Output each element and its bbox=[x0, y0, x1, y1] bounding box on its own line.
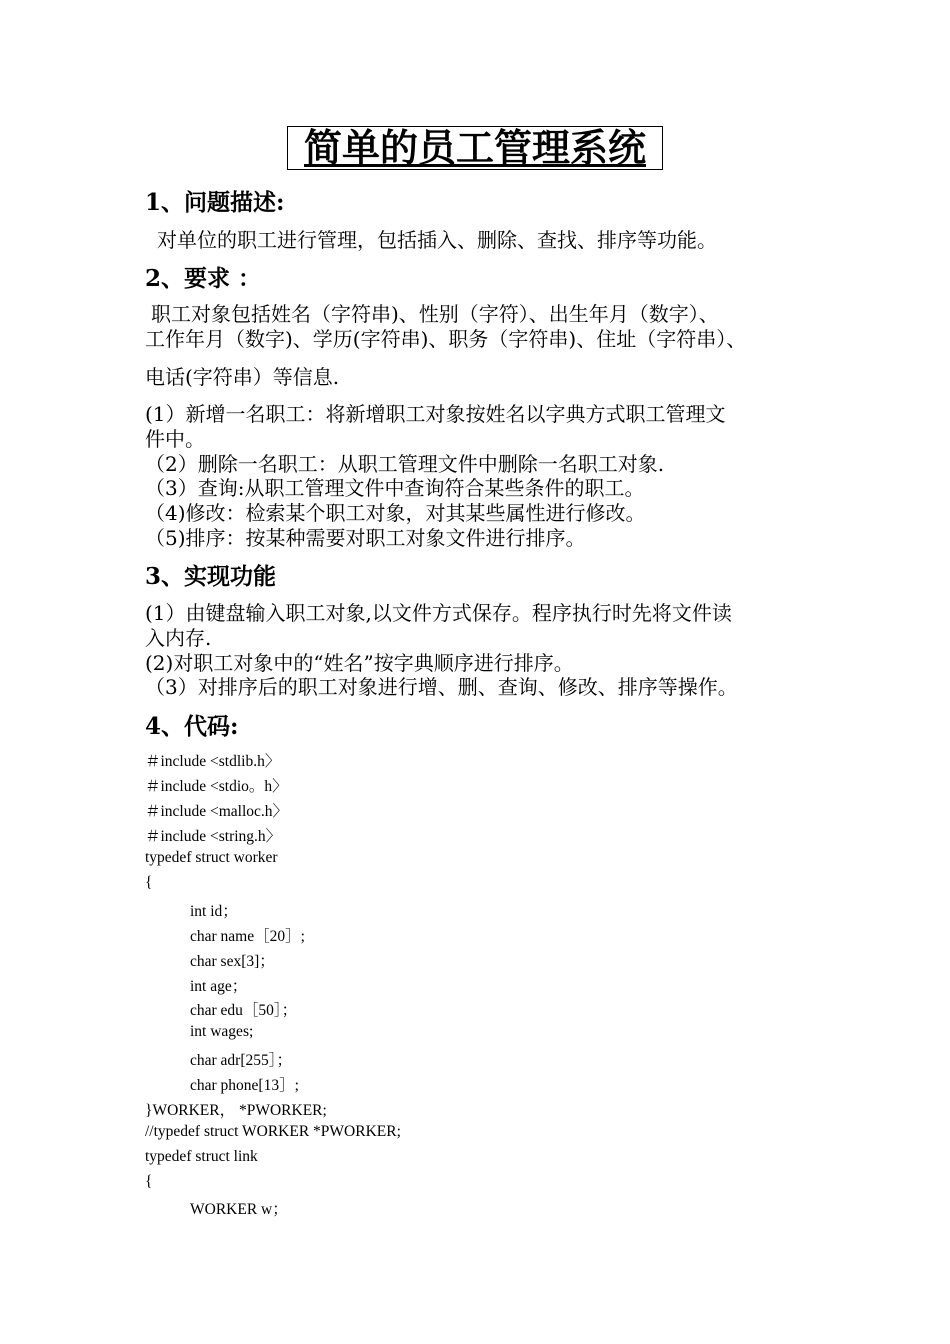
requirements-line: 职工对象包括姓名（字符串)、性别（字符）、出生年月（数字）、 bbox=[151, 302, 719, 326]
code-line: char adr[255］； bbox=[190, 1052, 292, 1069]
code-line: ＃include <stdlib.h〉 bbox=[145, 753, 281, 770]
code-line: }WORKER， *PWORKER; bbox=[145, 1102, 327, 1119]
code-line: { bbox=[145, 1173, 153, 1190]
code-line: int wages; bbox=[190, 1023, 254, 1040]
features-line: （3）对排序后的职工对象进行增、删、查询、修改、排序等操作。 bbox=[145, 675, 738, 699]
section-heading-problem: 1、问题描述: bbox=[145, 189, 285, 216]
code-line: typedef struct worker bbox=[145, 849, 278, 866]
code-line: int id； bbox=[190, 903, 238, 920]
code-line: ＃include <string.h〉 bbox=[145, 828, 282, 845]
code-line: { bbox=[145, 874, 153, 891]
code-line: int age； bbox=[190, 978, 248, 995]
code-line: WORKER w； bbox=[190, 1201, 288, 1218]
code-line: char sex[3]； bbox=[190, 953, 275, 970]
section-heading-features: 3、实现功能 bbox=[145, 563, 277, 590]
requirements-line: （2）删除一名职工：从职工管理文件中删除一名职工对象. bbox=[145, 452, 665, 476]
features-line: (2)对职工对象中的“姓名”按字典顺序进行排序。 bbox=[145, 651, 574, 675]
section-heading-code: 4、代码: bbox=[145, 713, 239, 740]
document-title: 简单的员工管理系统 bbox=[287, 126, 663, 170]
code-line: //typedef struct WORKER *PWORKER; bbox=[145, 1123, 401, 1140]
code-line: char edu［50］； bbox=[190, 1002, 298, 1019]
code-line: char phone[13］; bbox=[190, 1077, 299, 1094]
code-line: char name［20］; bbox=[190, 928, 305, 945]
code-line: ＃include <stdio。h〉 bbox=[145, 778, 288, 795]
requirements-line: （4)修改：检索某个职工对象，对其某些属性进行修改。 bbox=[145, 501, 646, 525]
code-line: ＃include <malloc.h〉 bbox=[145, 803, 289, 820]
requirements-line: 件中。 bbox=[145, 427, 205, 451]
requirements-line: （3）查询:从职工管理文件中查询符合某些条件的职工。 bbox=[145, 476, 645, 500]
requirements-line: （5)排序：按某种需要对职工对象文件进行排序。 bbox=[145, 526, 586, 550]
requirements-line: 电话(字符串）等信息. bbox=[145, 365, 340, 389]
features-line: (1）由键盘输入职工对象,以文件方式保存。程序执行时先将文件读 bbox=[145, 601, 732, 625]
requirements-line: 工作年月（数字)、学历(字符串)、职务（字符串)、住址（字符串）、 bbox=[145, 327, 747, 351]
code-line: typedef struct link bbox=[145, 1148, 258, 1165]
problem-text: 对单位的职工进行管理，包括插入、删除、查找、排序等功能。 bbox=[157, 228, 717, 252]
features-line: 入内存. bbox=[145, 626, 212, 650]
section-heading-requirements: 2、要求 ： bbox=[145, 265, 262, 292]
requirements-line: (1）新增一名职工：将新增职工对象按姓名以字典方式职工管理文 bbox=[145, 402, 726, 426]
